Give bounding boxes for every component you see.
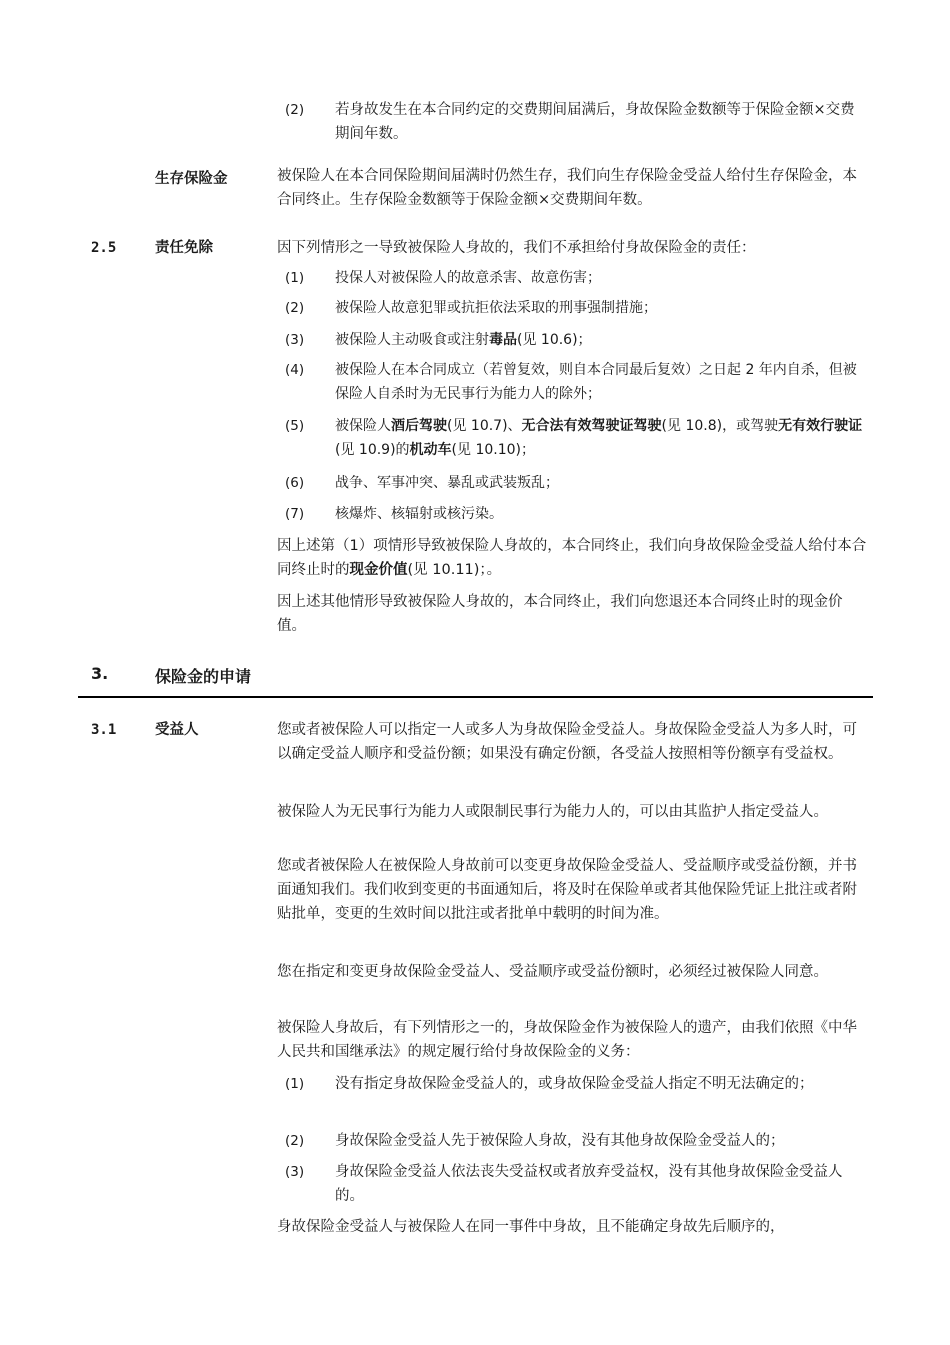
defined-term: 酒后驾驶	[391, 418, 447, 434]
list-item-number: (2)	[285, 1133, 305, 1149]
list-item-number: (6)	[285, 475, 305, 491]
defined-term: 毒品	[489, 332, 517, 348]
exclusion-item	[285, 328, 865, 352]
list-item	[285, 98, 865, 146]
text-run: 因上述第（1）项情形导致被保险人身故的，本合同终止，我们向身故保险金受益人给付本合同终止时的	[277, 538, 867, 578]
heading-divider	[78, 696, 873, 698]
beneficiary-paragraph-6: 身故保险金受益人与被保险人在同一事件中身故，且不能确定身故先后顺序的，	[277, 1219, 785, 1235]
list-item-number: (4)	[285, 362, 305, 378]
text-run: 被保险人	[335, 418, 391, 434]
list-item-text: 战争、军事冲突、暴乱或武装叛乱；	[335, 475, 559, 491]
inheritance-condition-item	[285, 1160, 865, 1208]
list-item-number: (7)	[285, 506, 305, 522]
exclusion-item	[285, 502, 865, 526]
chapter-number: 3.	[91, 664, 109, 683]
list-item-text: 没有指定身故保险金受益人的，或身故保险金受益人指定不明无法确定的；	[335, 1076, 814, 1092]
text-run: (见 10.6)；	[517, 332, 592, 348]
beneficiary-paragraph-3: 您或者被保险人在被保险人身故前可以变更身故保险金受益人、受益顺序或受益份额，并书面通知我们。我们收到变更的书面通知后，将及时在保险单或者其他保险凭证上批注或者附贴批单，变更的生效时间以批注或者批单中载明的时间为准。	[277, 858, 857, 922]
section-number: 3.1	[91, 722, 117, 738]
list-item-number: (5)	[285, 418, 305, 434]
beneficiary-paragraph-1: 您或者被保险人可以指定一人或多人为身故保险金受益人。身故保险金受益人为多人时，可以确定受益人顺序和受益份额；如果没有确定份额，各受益人按照相等份额享有受益权。	[277, 722, 857, 762]
survival-benefit-label: 生存保险金	[155, 171, 228, 187]
text-run: 被保险人主动吸食或注射	[335, 332, 489, 348]
exclusion-item	[285, 414, 865, 462]
defined-term: 无有效行驶证	[778, 418, 863, 434]
text-run: (见 10.10)；	[451, 442, 535, 458]
text-run: (见 10.8)，或驾驶	[661, 418, 779, 434]
survival-benefit-text: 被保险人在本合同保险期间届满时仍然生存，我们向生存保险金受益人给付生存保险金，本合同终止。生存保险金数额等于保险金额×交费期间年数。	[277, 168, 857, 208]
list-item-text: 投保人对被保险人的故意杀害、故意伤害；	[335, 270, 601, 286]
section-number: 2.5	[91, 240, 117, 256]
list-item-number: (1)	[285, 1076, 305, 1092]
list-item-text: 被保险人在本合同成立（若曾复效，则自本合同最后复效）之日起 2 年内自杀，但被保险人自杀时为无民事行为能力人的除外；	[335, 362, 857, 402]
section-label: 责任免除	[155, 240, 213, 256]
defined-term: 现金价值	[349, 562, 408, 578]
list-item-number: (3)	[285, 332, 305, 348]
defined-term: 机动车	[409, 442, 452, 458]
list-item-text: 被保险人故意犯罪或抗拒依法采取的刑事强制措施；	[335, 300, 657, 316]
list-item-text	[335, 328, 865, 352]
list-item-text: 若身故发生在本合同约定的交费期间届满后，身故保险金数额等于保险金额×交费期间年数。	[335, 102, 855, 142]
list-item-number: (2)	[285, 300, 305, 316]
exclusion-item	[285, 266, 865, 290]
list-item-number: (3)	[285, 1164, 305, 1180]
chapter-title: 保险金的申请	[155, 667, 252, 686]
exclusion-item	[285, 358, 865, 406]
beneficiary-paragraph-2: 被保险人为无民事行为能力人或限制民事行为能力人的，可以由其监护人指定受益人。	[277, 804, 828, 820]
list-item-text: 身故保险金受益人依法丧失受益权或者放弃受益权，没有其他身故保险金受益人的。	[335, 1164, 843, 1204]
exclusion-intro: 因下列情形之一导致被保险人身故的，我们不承担给付身故保险金的责任：	[277, 240, 756, 256]
list-item-number: (1)	[285, 270, 305, 286]
exclusion-item	[285, 296, 865, 320]
list-item-number: (2)	[285, 102, 305, 118]
text-run: (见 10.11)；。	[407, 562, 502, 578]
exclusion-item	[285, 471, 865, 495]
inheritance-condition-item	[285, 1072, 865, 1096]
section-label: 受益人	[155, 722, 199, 738]
beneficiary-paragraph-4: 您在指定和变更身故保险金受益人、受益顺序或受益份额时，必须经过被保险人同意。	[277, 964, 828, 980]
beneficiary-paragraph-5: 被保险人身故后，有下列情形之一的，身故保险金作为被保险人的遗产，由我们依照《中华人民共和国继承法》的规定履行给付身故保险金的义务：	[277, 1020, 857, 1060]
list-item-text: 核爆炸、核辐射或核污染。	[335, 506, 503, 522]
inheritance-condition-item	[285, 1129, 865, 1153]
text-run: (见 10.7)、	[447, 418, 522, 434]
list-item-text	[335, 414, 865, 462]
defined-term: 无合法有效驾驶证驾驶	[521, 418, 662, 434]
text-run: (见 10.9)的	[335, 442, 410, 458]
exclusion-consequence-1	[277, 534, 867, 582]
exclusion-consequence-2: 因上述其他情形导致被保险人身故的，本合同终止，我们向您退还本合同终止时的现金价值。	[277, 594, 843, 634]
list-item-text: 身故保险金受益人先于被保险人身故，没有其他身故保险金受益人的；	[335, 1133, 785, 1149]
